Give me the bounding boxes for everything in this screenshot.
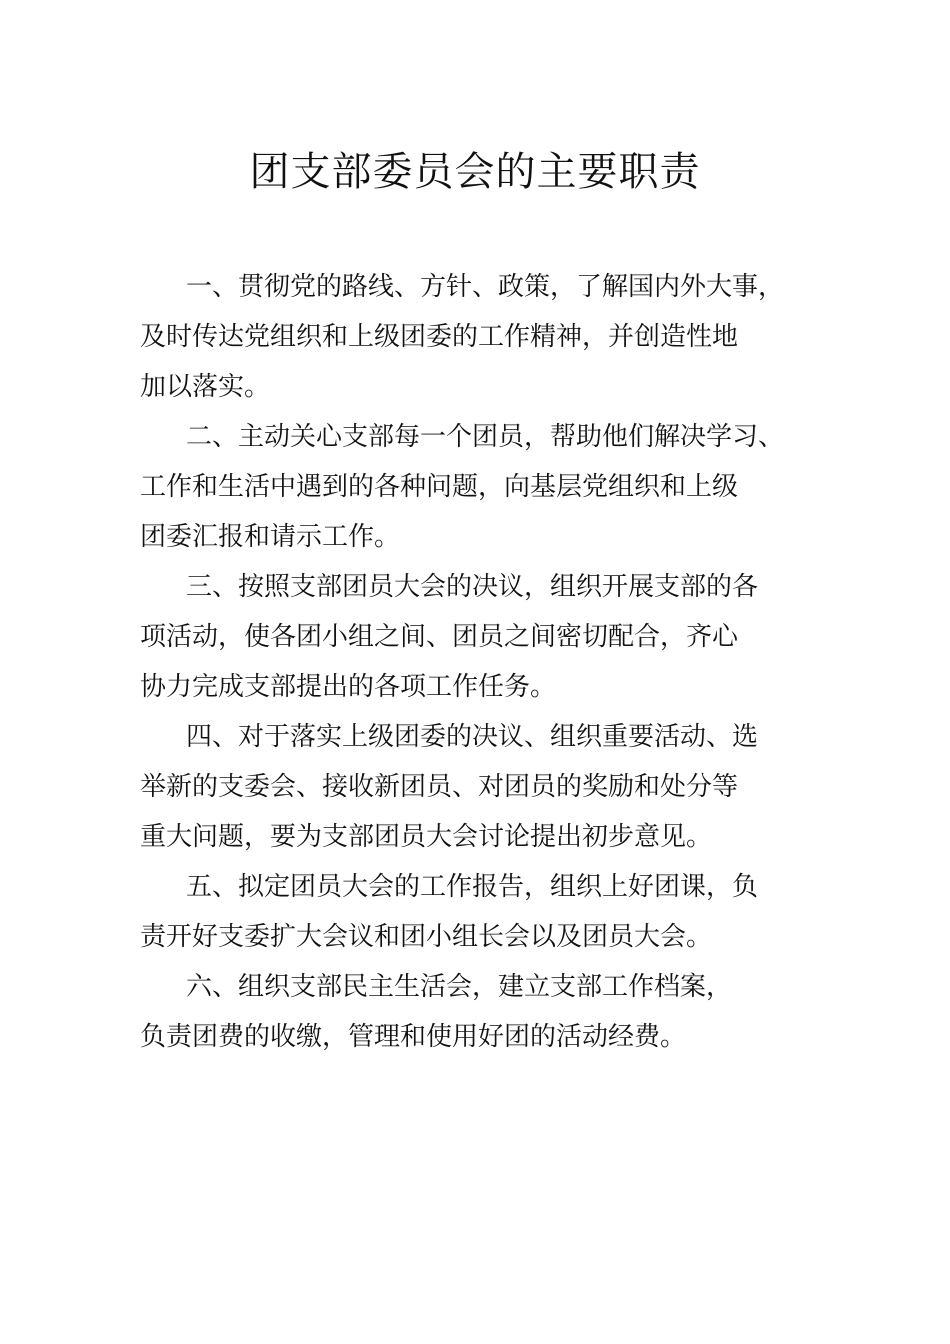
paragraph-line: 五、拟定团员大会的工作报告，组织上好团课，负 <box>186 872 759 902</box>
paragraph-line: 加以落实。 <box>140 372 271 402</box>
paragraph-line: 责开好支委扩大会议和团小组长会以及团员大会。 <box>140 922 713 952</box>
paragraph-line: 及时传达党组织和上级团委的工作精神，并创造性地 <box>140 322 739 352</box>
paragraph-line: 三、按照支部团员大会的决议，组织开展支部的各 <box>186 572 759 602</box>
paragraph-line: 四、对于落实上级团委的决议、组织重要活动、选 <box>186 722 759 752</box>
paragraph-1 <box>140 262 840 412</box>
paragraph-line: 二、主动关心支部每一个团员，帮助他们解决学习、 <box>186 422 785 452</box>
paragraph-6 <box>140 962 840 1062</box>
paragraph-line: 重大问题，要为支部团员大会讨论提出初步意见。 <box>140 822 713 852</box>
paragraph-line: 六、组织支部民主生活会，建立支部工作档案， <box>186 972 733 1002</box>
paragraph-2 <box>140 412 840 562</box>
paragraph-line: 工作和生活中遇到的各种问题，向基层党组织和上级 <box>140 472 739 502</box>
paragraph-line: 一、贯彻党的路线、方针、政策，了解国内外大事， <box>186 272 785 302</box>
paragraph-4 <box>140 712 840 862</box>
paragraph-line: 协力完成支部提出的各项工作任务。 <box>140 672 557 702</box>
paragraph-5 <box>140 862 840 962</box>
paragraph-line: 负责团费的收缴，管理和使用好团的活动经费。 <box>140 1022 687 1052</box>
paragraph-3 <box>140 562 840 712</box>
paragraph-line: 项活动，使各团小组之间、团员之间密切配合，齐心 <box>140 622 739 652</box>
paragraph-line: 举新的支委会、接收新团员、对团员的奖励和处分等 <box>140 772 739 802</box>
paragraph-line: 团委汇报和请示工作。 <box>140 522 401 552</box>
document-body <box>140 262 840 1062</box>
document-title: 团支部委员会的主要职责 <box>249 149 701 195</box>
